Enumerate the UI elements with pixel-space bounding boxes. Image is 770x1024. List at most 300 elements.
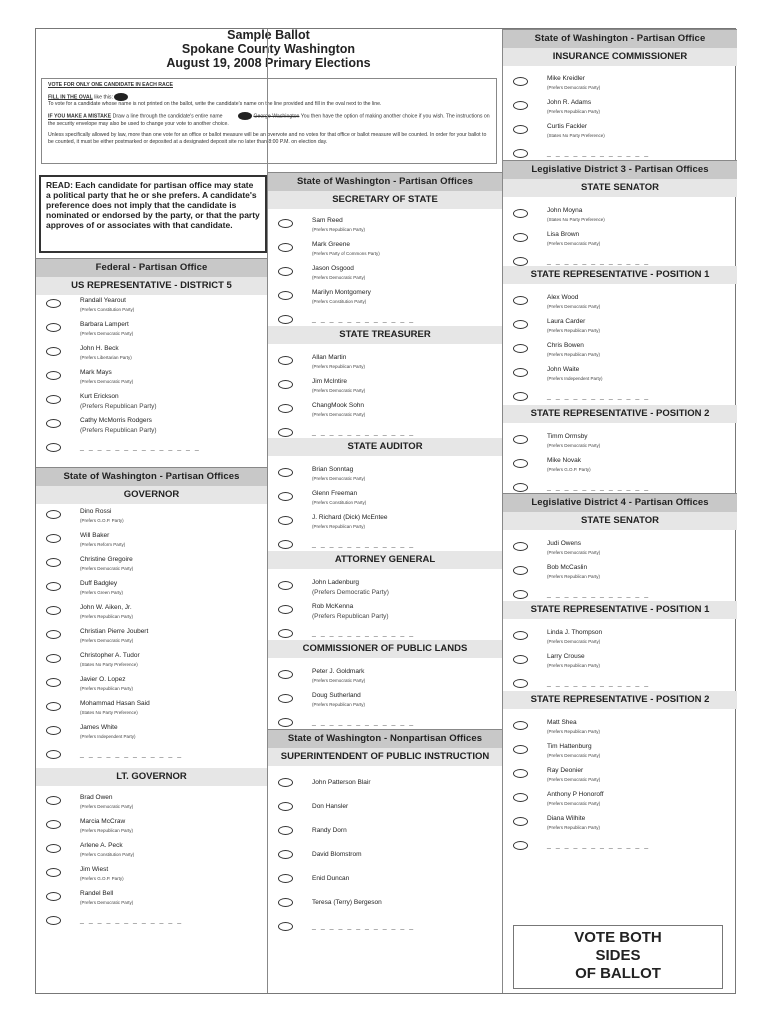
office-title: STATE REPRESENTATIVE - POSITION 2: [503, 691, 737, 709]
candidate-option[interactable]: [503, 233, 737, 255]
candidate-name: Alex Wood: [547, 294, 579, 301]
candidate-name: Glenn Freeman: [312, 490, 358, 497]
column-3: [503, 29, 737, 993]
candidate-name: Bob McCaslin: [547, 564, 588, 571]
party-preference: (Prefers Democratic Party): [80, 566, 134, 571]
section-header: Legislative District 4 - Partisan Offices: [503, 493, 737, 513]
candidate-option[interactable]: [36, 820, 267, 842]
vote-oval[interactable]: [513, 655, 528, 664]
candidate-name: Tim Hattenburg: [547, 743, 592, 750]
mistake-example: George Washington: [253, 113, 300, 120]
column-2: [268, 29, 503, 993]
candidate-name: Timm Ormsby: [547, 433, 588, 440]
write-in-line[interactable]: _ _ _ _ _ _ _ _ _ _ _ _: [547, 484, 650, 491]
section-header: State of Washington - Nonpartisan Offices: [268, 729, 502, 749]
candidate-name: Allan Martin: [312, 354, 347, 361]
party-preference: (States No Party Preference): [80, 710, 138, 715]
vote-oval[interactable]: [513, 392, 528, 401]
party-preference: (Prefers Democratic Party): [547, 801, 601, 806]
party-preference: (Prefers Democratic Party): [80, 900, 134, 905]
write-in-line[interactable]: _ _ _ _ _ _ _ _ _ _ _ _: [312, 316, 415, 323]
candidate-option[interactable]: [36, 510, 267, 532]
party-preference: (Prefers Republican Party): [312, 702, 366, 707]
vote-oval[interactable]: [513, 320, 528, 329]
party-preference: (Prefers Democratic Party): [312, 275, 366, 280]
candidate-name: John Moyna: [547, 207, 583, 214]
party-preference: (Prefers Democratic Party): [547, 639, 601, 644]
candidate-option[interactable]: [268, 291, 502, 313]
vote-oval[interactable]: [513, 233, 528, 242]
vote-oval[interactable]: [278, 267, 293, 276]
candidate-option[interactable]: [36, 796, 267, 818]
candidate-name: Christian Pierre Joubert: [80, 628, 149, 635]
candidate-name: Arlene A. Peck: [80, 842, 123, 849]
candidate-option[interactable]: [268, 850, 502, 872]
candidate-name: Marcia McCraw: [80, 818, 126, 825]
vote-oval[interactable]: [46, 916, 61, 925]
vote-oval[interactable]: [513, 101, 528, 110]
vote-oval[interactable]: [46, 510, 61, 519]
vote-oval[interactable]: [278, 898, 293, 907]
candidate-name: James White: [80, 724, 118, 731]
vote-oval[interactable]: [513, 125, 528, 134]
candidate-name: John R. Adams: [547, 99, 592, 106]
office-title: SECRETARY OF STATE: [268, 191, 502, 209]
vote-oval[interactable]: [513, 483, 528, 492]
candidate-name: John Patterson Blair: [312, 779, 371, 786]
candidate-name: J. Richard (Dick) McEntee: [312, 514, 388, 521]
write-in-option[interactable]: [503, 841, 737, 863]
vote-oval[interactable]: [513, 296, 528, 305]
candidate-option[interactable]: [503, 566, 737, 588]
vote-oval[interactable]: [513, 566, 528, 575]
candidate-name: Mark Greene: [312, 241, 350, 248]
vote-oval[interactable]: [513, 793, 528, 802]
vote-oval[interactable]: [513, 435, 528, 444]
party-preference: (Prefers Democratic Party): [547, 753, 601, 758]
vote-oval[interactable]: [46, 443, 61, 452]
read-notice: READ: Each candidate for partisan office may state a political party that he or she prefers. A candidate's preference does not imply that the candidate is nominated or endorsed by the party, or that the party approves of or associates with that candidate.: [39, 175, 267, 253]
party-preference: (Prefers Constitution Party): [312, 500, 367, 505]
party-preference: (Prefers Republican Party): [80, 403, 157, 410]
candidate-name: Randall Yearout: [80, 297, 126, 304]
party-preference: (Prefers Republican Party): [312, 364, 366, 369]
office-title: STATE AUDITOR: [268, 438, 502, 456]
candidate-option[interactable]: [503, 368, 737, 390]
candidate-name: Randy Dorn: [312, 827, 347, 834]
candidate-name: Marilyn Montgomery: [312, 289, 371, 296]
party-preference: (Prefers Democratic Party): [312, 476, 366, 481]
candidate-name: Lisa Brown: [547, 231, 580, 238]
candidate-option[interactable]: [36, 606, 267, 628]
candidate-option[interactable]: [503, 745, 737, 767]
vote-oval[interactable]: [278, 243, 293, 252]
candidate-name: Curtis Fackler: [547, 123, 588, 130]
candidate-option[interactable]: [503, 101, 737, 123]
vote-oval[interactable]: [278, 826, 293, 835]
candidate-option[interactable]: [268, 468, 502, 490]
party-preference: (Prefers Republican Party): [547, 352, 601, 357]
write-in-line[interactable]: _ _ _ _ _ _ _ _ _ _ _ _: [312, 719, 415, 726]
party-preference: (Prefers Democratic Party): [547, 550, 601, 555]
party-preference: (Prefers G.O.P. Party): [80, 518, 124, 523]
candidate-option[interactable]: [503, 435, 737, 457]
vote-oval[interactable]: [513, 209, 528, 218]
party-preference: (Prefers Republican Party): [547, 328, 601, 333]
candidate-option[interactable]: [503, 721, 737, 743]
vote-oval[interactable]: [278, 315, 293, 324]
write-in-line[interactable]: _ _ _ _ _ _ _ _ _ _ _ _: [547, 393, 650, 400]
office-title: COMMISSIONER OF PUBLIC LANDS: [268, 640, 502, 658]
vote-oval[interactable]: [278, 629, 293, 638]
candidate-option[interactable]: [36, 844, 267, 866]
column-1: [36, 29, 268, 993]
ballot-page: [35, 28, 736, 994]
candidate-name: Mike Kreidler: [547, 75, 585, 82]
write-in-option[interactable]: [36, 916, 267, 938]
party-preference: (Prefers Republican Party): [80, 828, 134, 833]
party-preference: (Prefers Democratic Party): [80, 804, 134, 809]
candidate-option[interactable]: [503, 125, 737, 147]
candidate-name: Jim Wiest: [80, 866, 109, 873]
mistake-label: IF YOU MAKE A MISTAKE: [48, 113, 112, 120]
title-line-2: Spokane County Washington: [181, 42, 356, 56]
candidate-option[interactable]: [503, 209, 737, 231]
office-title: STATE TREASURER: [268, 326, 502, 344]
candidate-name: Laura Carder: [547, 318, 586, 325]
section-header: State of Washington - Partisan Offices: [36, 467, 267, 487]
write-in-option[interactable]: [268, 922, 502, 944]
vote-oval[interactable]: [278, 694, 293, 703]
party-preference: (Prefers Republican Party): [312, 613, 389, 620]
party-preference: (Prefers Republican Party): [80, 686, 134, 691]
vote-oval[interactable]: [46, 678, 61, 687]
vote-oval[interactable]: [513, 721, 528, 730]
candidate-option[interactable]: [36, 395, 267, 417]
vote-oval[interactable]: [46, 702, 61, 711]
party-preference: (Prefers G.O.P. Party): [547, 467, 591, 472]
candidate-name: John Ladenburg: [312, 579, 359, 586]
vote-oval[interactable]: [513, 77, 528, 86]
vote-oval[interactable]: [46, 844, 61, 853]
vote-oval[interactable]: [278, 516, 293, 525]
vote-oval[interactable]: [46, 750, 61, 759]
candidate-option[interactable]: [503, 631, 737, 653]
candidate-option[interactable]: [268, 802, 502, 824]
vote-oval[interactable]: [278, 581, 293, 590]
write-in-line[interactable]: _ _ _ _ _ _ _ _ _ _ _ _: [547, 150, 650, 157]
vote-oval[interactable]: [278, 778, 293, 787]
candidate-option[interactable]: [36, 347, 267, 369]
candidate-option[interactable]: [503, 296, 737, 318]
candidate-name: Jason Osgood: [312, 265, 354, 272]
write-in-line[interactable]: _ _ _ _ _ _ _ _ _ _ _ _: [547, 591, 650, 598]
write-in-line[interactable]: _ _ _ _ _ _ _ _ _ _ _ _: [312, 630, 415, 637]
party-preference: (Prefers Democratic Party): [547, 85, 601, 90]
party-preference: (Prefers Republican Party): [547, 663, 601, 668]
candidate-option[interactable]: [503, 817, 737, 839]
party-preference: (Prefers Libertarian Party): [80, 355, 132, 360]
party-preference: (Prefers Republican Party): [547, 825, 601, 830]
candidate-option[interactable]: [268, 404, 502, 426]
party-preference: (Prefers Republican Party): [547, 109, 601, 114]
party-preference: (Prefers Republican Party): [547, 729, 601, 734]
vote-oval[interactable]: [513, 257, 528, 266]
title-line-1: Sample Ballot: [227, 28, 310, 42]
write-in-line[interactable]: _ _ _ _ _ _ _ _ _ _ _ _ _ _: [80, 444, 201, 451]
vote-oval[interactable]: [46, 892, 61, 901]
vote-both-sides-notice: [513, 925, 723, 989]
vote-oval[interactable]: [46, 820, 61, 829]
vote-oval[interactable]: [513, 149, 528, 158]
candidate-option[interactable]: [503, 77, 737, 99]
section-header: State of Washington - Partisan Office: [503, 29, 737, 49]
mistake-text-2: You then have the option of making another choice if you wish. The instructions on the security envelope may also be used to change your vote to another choice.: [48, 113, 490, 127]
vote-oval[interactable]: [278, 850, 293, 859]
office-title: GOVERNOR: [36, 486, 267, 504]
candidate-name: Linda J. Thompson: [547, 629, 603, 636]
write-in-line[interactable]: _ _ _ _ _ _ _ _ _ _ _ _: [312, 429, 415, 436]
vote-oval[interactable]: [278, 670, 293, 679]
vote-oval[interactable]: [46, 534, 61, 543]
vote-oval[interactable]: [513, 769, 528, 778]
candidate-option[interactable]: [36, 630, 267, 652]
candidate-name: Duff Badgley: [80, 580, 118, 587]
vote-oval[interactable]: [278, 380, 293, 389]
vote-oval[interactable]: [278, 802, 293, 811]
vote-oval[interactable]: [513, 344, 528, 353]
vote-oval[interactable]: [46, 606, 61, 615]
candidate-name: Brian Sonntag: [312, 466, 354, 473]
party-preference: (Prefers Republican Party): [547, 574, 601, 579]
vote-oval[interactable]: [278, 428, 293, 437]
vote-both-line-2: SIDES: [595, 947, 641, 964]
write-in-line[interactable]: _ _ _ _ _ _ _ _ _ _ _ _: [547, 680, 650, 687]
law-text: Unless specifically allowed by law, more than one vote for an office or ballot measure will be an overvote and no votes for that office or ballot measure will be counted. In order for your ballot to be counted, it must be either postmarked or deposited at a designated deposit site no later than 8:00 P.M. on election day.: [48, 131, 487, 145]
candidate-name: Barbara Lampert: [80, 321, 129, 328]
candidate-option[interactable]: [36, 726, 267, 748]
vote-oval[interactable]: [513, 631, 528, 640]
write-in-line[interactable]: _ _ _ _ _ _ _ _ _ _ _ _: [547, 842, 650, 849]
candidate-name: Brad Owen: [80, 794, 113, 801]
vote-oval[interactable]: [46, 726, 61, 735]
instructions-heading: VOTE FOR ONLY ONE CANDIDATE IN EACH RACE: [48, 82, 173, 88]
vote-oval[interactable]: [513, 590, 528, 599]
candidate-option[interactable]: [36, 558, 267, 580]
office-title: STATE REPRESENTATIVE - POSITION 2: [503, 405, 737, 423]
candidate-option[interactable]: [268, 380, 502, 402]
party-preference: (Prefers Democratic Party): [80, 638, 134, 643]
candidate-option[interactable]: [503, 793, 737, 815]
candidate-option[interactable]: [36, 323, 267, 345]
party-preference: (Prefers Independent Party): [547, 376, 603, 381]
candidate-option[interactable]: [268, 874, 502, 896]
party-preference: (Prefers Independent Party): [80, 734, 136, 739]
candidate-name: Dino Rossi: [80, 508, 112, 515]
candidate-name: Mohammad Hasan Said: [80, 700, 150, 707]
office-title: SUPERINTENDENT OF PUBLIC INSTRUCTION: [268, 748, 502, 766]
vote-oval[interactable]: [278, 404, 293, 413]
vote-oval[interactable]: [278, 468, 293, 477]
vote-oval[interactable]: [278, 492, 293, 501]
vote-oval[interactable]: [46, 347, 61, 356]
candidate-name: John W. Aiken, Jr.: [80, 604, 132, 611]
write-in-line[interactable]: _ _ _ _ _ _ _ _ _ _ _ _: [312, 923, 415, 930]
candidate-name: Anthony P Honoroff: [547, 791, 604, 798]
party-preference: (Prefers Democratic Party): [312, 589, 389, 596]
party-preference: (Prefers Republican Party): [80, 614, 134, 619]
vote-oval[interactable]: [278, 874, 293, 883]
candidate-name: Enid Duncan: [312, 875, 350, 882]
party-preference: (Prefers Party of Commons Party): [312, 251, 380, 256]
vote-oval[interactable]: [46, 299, 61, 308]
candidate-option[interactable]: [268, 516, 502, 538]
candidate-option[interactable]: [268, 356, 502, 378]
candidate-name: Mike Novak: [547, 457, 581, 464]
candidate-option[interactable]: [503, 542, 737, 564]
candidate-option[interactable]: [268, 581, 502, 603]
vote-oval[interactable]: [513, 679, 528, 688]
office-title: STATE REPRESENTATIVE - POSITION 1: [503, 266, 737, 284]
party-preference: (Prefers Reform Party): [80, 542, 126, 547]
vote-oval[interactable]: [46, 630, 61, 639]
vote-oval[interactable]: [46, 582, 61, 591]
candidate-name: Jim McIntire: [312, 378, 348, 385]
party-preference: (Prefers Green Party): [80, 590, 124, 595]
office-title: LT. GOVERNOR: [36, 768, 267, 786]
candidate-option[interactable]: [503, 655, 737, 677]
candidate-option[interactable]: [268, 826, 502, 848]
candidate-option[interactable]: [36, 868, 267, 890]
candidate-name: Peter J. Goldmark: [312, 668, 365, 675]
candidate-option[interactable]: [36, 702, 267, 724]
write-in-line[interactable]: _ _ _ _ _ _ _ _ _ _ _ _: [80, 751, 183, 758]
party-preference: (Prefers Democratic Party): [312, 678, 366, 683]
party-preference: (Prefers Democratic Party): [547, 777, 601, 782]
vote-oval[interactable]: [513, 745, 528, 754]
vote-oval[interactable]: [46, 868, 61, 877]
party-preference: (Prefers Democratic Party): [312, 412, 366, 417]
party-preference: (Prefers Republican Party): [80, 427, 157, 434]
party-preference: (Prefers Democratic Party): [547, 241, 601, 246]
candidate-option[interactable]: [503, 769, 737, 791]
candidate-option[interactable]: [268, 694, 502, 716]
vote-oval[interactable]: [278, 291, 293, 300]
candidate-name: Christopher A. Tudor: [80, 652, 140, 659]
fill-label: FILL IN THE OVAL: [48, 94, 93, 101]
office-title: STATE SENATOR: [503, 179, 737, 197]
mistake-text-1: Draw a line through the candidate's entire name: [112, 113, 223, 120]
party-preference: (Prefers Democratic Party): [80, 379, 134, 384]
section-header: State of Washington - Partisan Offices: [268, 172, 502, 192]
candidate-option[interactable]: [36, 654, 267, 676]
party-preference: (Prefers Democratic Party): [547, 304, 601, 309]
candidate-name: John Waite: [547, 366, 580, 373]
section-header: Legislative District 3 - Partisan Offices: [503, 160, 737, 180]
vote-oval[interactable]: [513, 817, 528, 826]
candidate-option[interactable]: [36, 419, 267, 441]
write-in-line[interactable]: _ _ _ _ _ _ _ _ _ _ _ _: [80, 917, 183, 924]
office-title: STATE REPRESENTATIVE - POSITION 1: [503, 601, 737, 619]
candidate-option[interactable]: [268, 898, 502, 920]
office-title: STATE SENATOR: [503, 512, 737, 530]
party-preference: (States No Party Preference): [80, 662, 138, 667]
candidate-option[interactable]: [36, 299, 267, 321]
candidate-option[interactable]: [268, 492, 502, 514]
vote-oval[interactable]: [46, 371, 61, 380]
party-preference: (States No Party Preference): [547, 217, 605, 222]
party-preference: (Prefers Democratic Party): [547, 443, 601, 448]
candidate-option[interactable]: [36, 678, 267, 700]
vote-oval[interactable]: [46, 323, 61, 332]
vote-oval[interactable]: [46, 395, 61, 404]
vote-oval[interactable]: [278, 922, 293, 931]
candidate-option[interactable]: [503, 459, 737, 481]
vote-oval[interactable]: [513, 841, 528, 850]
candidate-option[interactable]: [36, 534, 267, 556]
candidate-option[interactable]: [36, 582, 267, 604]
candidate-option[interactable]: [503, 344, 737, 366]
write-in-option[interactable]: [36, 443, 267, 465]
candidate-option[interactable]: [268, 243, 502, 265]
candidate-option[interactable]: [503, 320, 737, 342]
candidate-option[interactable]: [268, 670, 502, 692]
candidate-option[interactable]: [36, 892, 267, 914]
write-in-line[interactable]: _ _ _ _ _ _ _ _ _ _ _ _: [547, 258, 650, 265]
vote-oval[interactable]: [46, 796, 61, 805]
vote-oval[interactable]: [278, 219, 293, 228]
candidate-name: Judi Owens: [547, 540, 581, 547]
vote-oval[interactable]: [513, 459, 528, 468]
vote-both-line-3: OF BALLOT: [575, 965, 661, 982]
fill-text: To vote for a candidate whose name is not printed on the ballot, write the candidate's name on the line provided and fill in the oval next to the line.: [48, 101, 382, 108]
party-preference: (Prefers Democratic Party): [80, 331, 134, 336]
party-preference: (Prefers Republican Party): [312, 227, 366, 232]
party-preference: (States No Party Preference): [547, 133, 605, 138]
vote-oval[interactable]: [513, 542, 528, 551]
office-title: ATTORNEY GENERAL: [268, 551, 502, 569]
candidate-option[interactable]: [36, 371, 267, 393]
office-title: US REPRESENTATIVE - DISTRICT 5: [36, 277, 267, 295]
party-preference: (Prefers Constitution Party): [80, 852, 135, 857]
candidate-name: Matt Shea: [547, 719, 577, 726]
party-preference: (Prefers Republican Party): [312, 524, 366, 529]
vote-oval[interactable]: [46, 558, 61, 567]
candidate-name: Cathy McMorris Rodgers: [80, 417, 152, 424]
vote-oval[interactable]: [278, 540, 293, 549]
write-in-line[interactable]: _ _ _ _ _ _ _ _ _ _ _ _: [312, 541, 415, 548]
candidate-option[interactable]: [268, 778, 502, 800]
vote-oval[interactable]: [46, 654, 61, 663]
title-line-3: August 19, 2008 Primary Elections: [166, 56, 371, 70]
candidate-option[interactable]: [268, 605, 502, 627]
vote-oval[interactable]: [278, 356, 293, 365]
office-title: INSURANCE COMMISSIONER: [503, 48, 737, 66]
vote-oval[interactable]: [278, 605, 293, 614]
candidate-name: John H. Beck: [80, 345, 119, 352]
vote-oval[interactable]: [46, 419, 61, 428]
vote-oval[interactable]: [278, 718, 293, 727]
candidate-name: Christine Gregoire: [80, 556, 133, 563]
vote-oval[interactable]: [513, 368, 528, 377]
candidate-name: Teresa (Terry) Bergeson: [312, 899, 382, 906]
candidate-name: Larry Crouse: [547, 653, 585, 660]
candidate-name: Ray Deonier: [547, 767, 584, 774]
candidate-name: Kurt Erickson: [80, 393, 119, 400]
candidate-option[interactable]: [268, 267, 502, 289]
candidate-option[interactable]: [268, 219, 502, 241]
candidate-name: David Blomstrom: [312, 851, 362, 858]
